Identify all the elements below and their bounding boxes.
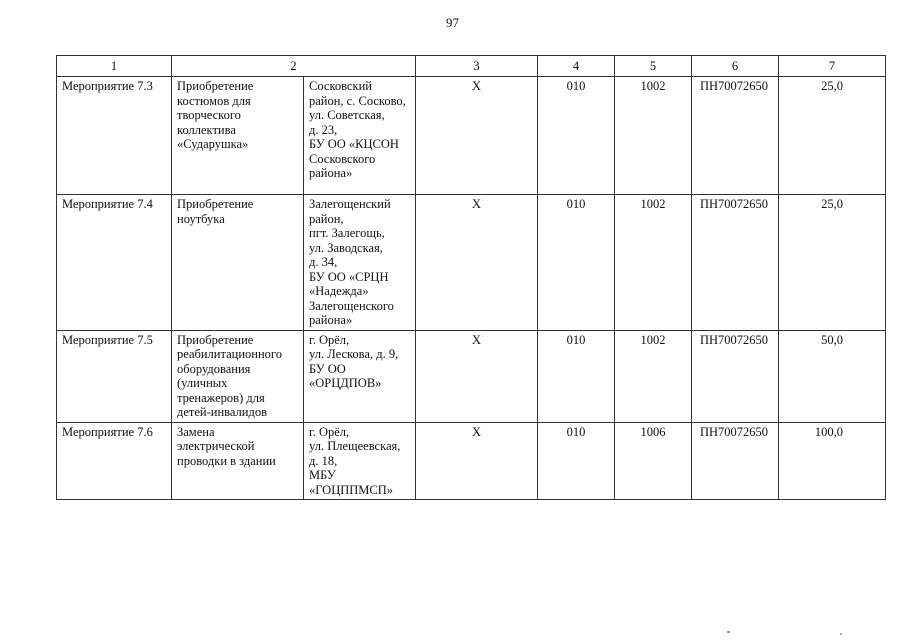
description-line: коллектива	[177, 122, 236, 137]
header-cell: 5	[615, 56, 692, 77]
table-row	[57, 195, 886, 331]
address-line: «Надежда»	[309, 284, 369, 298]
col4-cell: 010	[538, 77, 615, 195]
col7-cell: 100,0	[779, 422, 886, 500]
col7-cell: 25,0	[779, 77, 886, 195]
address-line: БУ ОО	[309, 361, 346, 376]
address-cell	[304, 330, 416, 422]
col6-cell: ПН70072650	[692, 195, 779, 331]
col7-cell: 50,0	[779, 330, 886, 422]
col4-cell: 010	[538, 330, 615, 422]
address-line: д. 34,	[309, 255, 338, 269]
header-row	[57, 56, 886, 77]
address-line: д. 18,	[309, 453, 338, 468]
col3-cell: Х	[416, 195, 538, 331]
address-cell	[304, 422, 416, 500]
address-line: район,	[309, 211, 344, 226]
header-cell: 7	[779, 56, 886, 77]
address-line: района»	[309, 166, 353, 180]
col5-cell: 1002	[615, 330, 692, 422]
col7-cell: 25,0	[779, 195, 886, 331]
description-line: проводки в здании	[177, 453, 276, 468]
address-line: «ГОЦППМСП»	[309, 482, 394, 497]
address-line: г. Орёл,	[309, 332, 350, 347]
description-line: детей-инвалидов	[177, 405, 267, 419]
description-line: электрической	[177, 439, 255, 453]
col6-cell: ПН70072650	[692, 330, 779, 422]
scan-speck	[727, 631, 730, 633]
description-line: костюмов для	[177, 93, 251, 108]
col4-cell: 010	[538, 422, 615, 500]
header-cell: 4	[538, 56, 615, 77]
description-line: Приобретение	[177, 197, 254, 211]
col5-cell: 1002	[615, 77, 692, 195]
col3-cell: Х	[416, 330, 538, 422]
description-line: Замена	[177, 424, 215, 439]
address-line: Сосковского	[309, 151, 376, 166]
address-line: района»	[309, 313, 353, 327]
address-line: пгт. Залегощь,	[309, 226, 385, 240]
activity-cell: Мероприятие 7.5	[57, 330, 172, 422]
table-row	[57, 422, 886, 500]
budget-table	[56, 55, 886, 500]
address-cell	[304, 77, 416, 195]
header-cell: 1	[57, 56, 172, 77]
description-line: «Сударушка»	[177, 137, 249, 151]
col4-cell: 010	[538, 195, 615, 331]
activity-cell: Мероприятие 7.6	[57, 422, 172, 500]
col3-cell: Х	[416, 422, 538, 500]
description-line: тренажеров) для	[177, 390, 265, 405]
address-cell	[304, 195, 416, 331]
description-line: Приобретение	[177, 332, 254, 347]
col5-cell: 1002	[615, 195, 692, 331]
address-line: г. Орёл,	[309, 424, 350, 439]
description-line: творческого	[177, 108, 241, 122]
col5-cell: 1006	[615, 422, 692, 500]
address-line: район, с. Сосково,	[309, 93, 406, 108]
address-line: МБУ	[309, 468, 336, 482]
address-line: ул. Лескова, д. 9,	[309, 347, 399, 361]
table-row	[57, 77, 886, 195]
col6-cell: ПН70072650	[692, 422, 779, 500]
header-cell: 3	[416, 56, 538, 77]
address-line: БУ ОО «КЦСОН	[309, 137, 399, 151]
address-line: Залегощенский	[309, 197, 391, 211]
description-line: оборудования	[177, 361, 251, 376]
address-line: д. 23,	[309, 122, 338, 137]
description-line: реабилитационного	[177, 347, 282, 361]
header-cell: 6	[692, 56, 779, 77]
page-number: 97	[446, 15, 459, 30]
description-cell	[172, 77, 304, 195]
col3-cell: Х	[416, 77, 538, 195]
address-line: Сосковский	[309, 79, 372, 93]
address-line: Залегощенского	[309, 298, 394, 313]
description-cell	[172, 330, 304, 422]
col6-cell: ПН70072650	[692, 77, 779, 195]
address-line: «ОРЦДПОВ»	[309, 376, 382, 390]
description-line: (уличных	[177, 376, 228, 390]
address-line: ул. Советская,	[309, 108, 385, 122]
description-line: ноутбука	[177, 211, 225, 226]
header-cell: 2	[172, 56, 416, 77]
description-line: Приобретение	[177, 79, 254, 93]
address-line: ул. Плещеевская,	[309, 439, 401, 453]
address-line: БУ ОО «СРЦН	[309, 269, 389, 284]
description-cell	[172, 195, 304, 331]
activity-cell: Мероприятие 7.3	[57, 77, 172, 195]
scan-speck	[840, 633, 842, 635]
table-row	[57, 330, 886, 422]
description-cell	[172, 422, 304, 500]
address-line: ул. Заводская,	[309, 240, 383, 255]
activity-cell: Мероприятие 7.4	[57, 195, 172, 331]
